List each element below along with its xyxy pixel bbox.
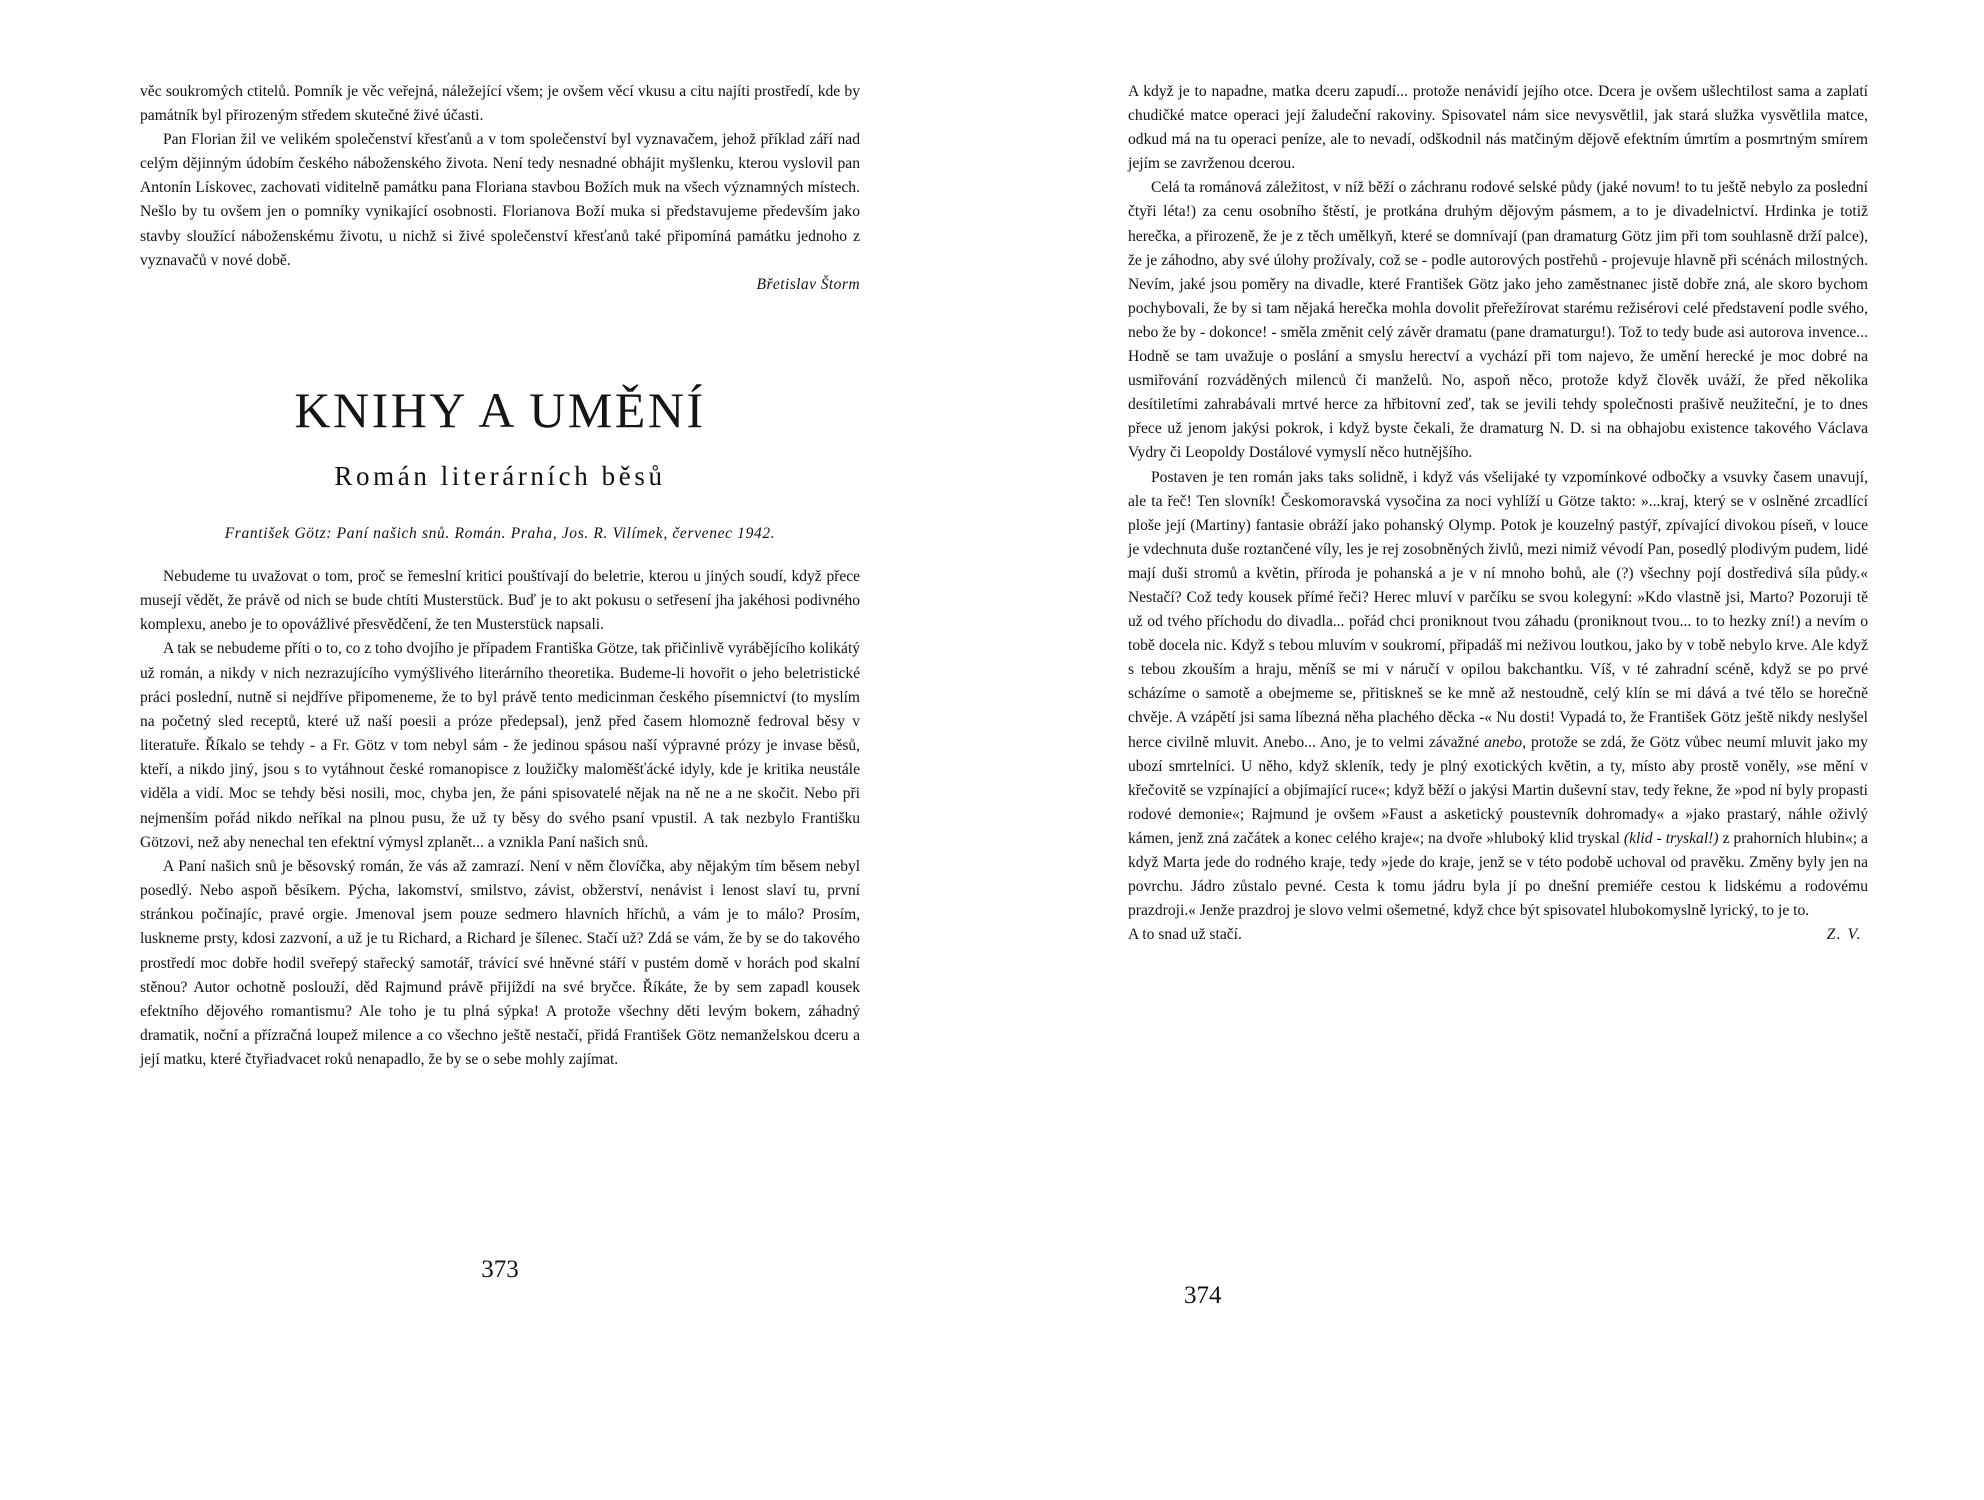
paragraph: A Paní našich snů je běsovský román, že vás až zamrazí. Není v něm človíčka, aby nějakým tím běsem nebyl posedlý. Nebo aspoň běsíkem. Pýcha, lakomství, smilstvo, závist, obžerství, nenávist i lenost slaví tu, první stránkou počínajíc, pravé orgie. Jmenoval jsem pouze sedmero hlavních hříchů, a vám je to málo? Prosím, luskneme prsty, kdosi zazvoní, a už je tu Richard, a Richard je šílenec. Stačí už? Zdá se vám, že by se do takového prostředí moc dobře hodil sveřepý stařecký samotář, trávící své hněvné stáří v pustém domě v horách pod skalní stěnou? Autor ochotně poslouží, děd Rajmund právě přijíždí na své bryčce. Říkáte, že by sem zapadl kousek efektního dějového romantismu? Ale toho je tu plná sýpka! A protože všechny děti levým bokem, záhadný dramatik, noční a přízračná loupež milence a co všechno ještě nestačí, přidá František Götz nemanželskou dceru a její matku, které čtyřiadvacet roků nenapadlo, že by se o sebe mohly zajímat. — [140, 857, 860, 1069]
review-body — [140, 565, 860, 1072]
paragraph: A když je to napadne, matka dceru zapudí... protože nenávidí jejího otce. Dcera je ovšem ušlechtilost sama a zaplatí chudičké matce operaci její žaludeční rakoviny. Spisovatel nám sice nevysvětlil, jak stará služka vysvětlila matce, odkud má na tu operaci peníze, ale to nevadí, odškodnil nás matčiným dějově efektním úmrtím a posmrtným smírem jejím se zavrženou dcerou. — [1128, 83, 1868, 173]
author-signature: Břetislav Štorm — [756, 275, 860, 293]
paragraph — [1128, 466, 1868, 924]
paragraph: Celá ta románová záležitost, v níž běží o záchranu rodové selské půdy (jaké novum! to tu ještě nebylo za poslední čtyři léta!) za cenu osobního štěstí, je protkána druhým dějovým pásmem, a to je divadelnictví. Hrdinka je totiž herečka, a přirozeně, že je z těch umělkyň, které se domnívají (pan dramaturg Götz jim při tom souhlasně drží palce), že je záhodno, aby své úlohy prožívaly, což se - podle autorových postřehů - projevuje hlavně při scénách milostných. Nevím, jaké jsou poměry na divadle, které František Götz jako jeho zaměstnanec jistě dobře zná, ale skoro bychom pochybovali, že by si tam nějaká herečka mohla dovolit přeřežírovat starému režisérovi celé představení podle svého, nebo že by - dokonce! - směla změnit celý závěr dramatu (pane dramaturgu!). Tož to tedy bude asi autorova invence... Hodně se tam uvažuje o poslání a smyslu herectví a vychází při tom najevo, že umění herecké je moc dobré na usmiřování rozváděných milenců či manželů. No, aspoň něco, protože když člověk uváží, že před několika desítiletími zahrabávali mrtvé herce za hřbitovní zeď, tak se jevili tehdy společnosti prašivě neužiteční, je to dnes přece už jenom jakýsi pokrok, i když byste čekali, že dramaturg N. D. si na obhajobu existence takového Václava Vydry či Leopoldy Dostálové vymyslí něco hutnějšího. — [1128, 179, 1868, 462]
paragraph: Nebudeme tu uvažovat o tom, proč se řemeslní kritici pouštívají do beletrie, kterou u jiných soudí, když přece musejí vědět, že právě od nich se bude chtíti Musterstück. Buď je to akt pokusu o setřesení jha jakéhosi podivného komplexu, anebo je to opovážlivé přesvědčení, že ten Musterstück napsali. — [140, 568, 860, 634]
previous-article-end — [140, 80, 860, 297]
paragraph: Pan Florian žil ve velikém společenství křesťanů a v tom společenství byl vyznavačem, jehož příklad září nad celým dějinným údobím českého náboženského života. Není tedy nesnadné obhájit myšlenku, kterou vyslovil pan Antonín Lískovec, zachovati viditelně památku pana Floriana stavbou Božích muk na všech významných místech. Nešlo by tu ovšem jen o pomníky vynikající osobnosti. Florianova Boží muka si představujeme především jako stavby sloužící náboženskému životu, u nichž si živé společenství křesťanů také připomíná památku jednoho z vyznavačů v nové době. — [140, 131, 860, 269]
paragraph: věc soukromých ctitelů. Pomník je věc veřejná, náležející všem; je ovšem věcí vkusu a citu najíti prostředí, kde by památník byl přirozeným středem skutečné živé účasti. — [140, 83, 860, 125]
emphasis: (klid - tryskal!) — [1623, 829, 1719, 847]
review-continuation — [1128, 80, 1868, 947]
section-heading: KNIHY A UMĚNÍ — [294, 382, 706, 438]
page-number: 374 — [1184, 1282, 1222, 1309]
paragraph-text: protože se zdá, že Götz vůbec neumí mluvit jako my ubozí smrtelníci. U něho, když skleník, tedy je plný exotických květin, a ty, místo aby prostě voněly, »se mění v křečovitě se vzpínající a objímající ruce«; když běží o jakýsi Martin duševní stav, tedy řekne, že »pod ní byly propasti rodové demonie«; Rajmund je ovšem »Faust a asketický poustevník dohromady« a »jako prastarý, náhle oživlý kámen, jenž zná začátek a konec celého kraje«; na dvoře »hluboký klid tryskal — [1128, 733, 1868, 847]
paragraph: A tak se nebudeme příti o to, co z toho dvojího je případem Františka Götze, tak přičinlivě vyrábějícího kolikátý už román, a nikdy v nich nezrazujícího vymýšlivého literárního theoretika. Budeme-li hovořit o jeho beletristické práci poslední, nutně si nejdříve připomeneme, že to byl právě tento medicinman českého písemnictví (to myslím na početný sled receptů, které už naší poesii a próze předepsal), jenž před časem hlomozně fedroval běsy v literatuře. Říkalo se tehdy - a Fr. Götz v tom nebyl sám - že jedinou spásou naší výpravné prózy je invase běsů, kteří, a nikdo jiný, jsou s to vytáhnout české romanopisce z loužičky maloměšťácké idyly, kde je kritika neustále viděla a vidí. Moc se tehdy běsi nosili, moc, chyba jen, že páni spisovatelé nějak na ně ne a ne skočit. Nebo při nejmenším pořád nikdo neříkal na plnou pusu, že už ty běsy do svého psaní vpustil. A tak nezbylo Františku Götzovi, než aby nenechal ten efektní výmysl zplanět... a vznikla Paní našich snů. — [140, 640, 860, 851]
closing-text: A to snad už stačí. — [1128, 926, 1242, 944]
reviewer-initials: Z. V. — [1826, 926, 1862, 944]
closing-line — [1128, 923, 1868, 947]
paragraph-text: z prahorních hlubin«; a když Marta jede do rodného kraje, tedy »jede do kraje, jenž se v této podobě uchoval od pravěku. Změny byly jen na povrchu. Jádro zůstalo pevné. Cesta k tomu jádru byla jí po dnešní premiéře cestou k lidskému a rodovému prazdroji.« Jenže prazdroj je slovo velmi ošemetné, když chce být spisovatel hlubokomyslně lyrický, to je to. — [1128, 829, 1868, 920]
paragraph-text: Postaven je ten román jaks taks solidně, i když vás všelijaké ty vzpomínkové odbočky a vsuvky časem unavují, ale ta řeč! Ten slovník! Českomoravská vysočina za noci vyhlíží u Götze takto: »...kraj, který se v oslněné zrcadlící ploše její (Martiny) fantasie obráží jako pohanský Olymp. Potok je kouzelný pastýř, zpívající divokou píseň, v louce je vdechnuta duše roztančené víly, les je rej zosobněných živlů, mezi nimiž vévodí Pan, posedlý plodivým pudem, lidé mají duši stromů a květin, příroda je pohanská a je v ní mnoho bohů, ale (?) všechny pojí dostředivá síla půdy.« Nestačí? Což tedy kousek přímé řeči? Herec mluví v parčíku se svou kolegyní: »Kdo vlastně jsi, Marto? Pozoruji tě už od tvého příchodu do divadla... pořád chci proniknout tvou záhadu (proniknout tvou... to to hezky zní!) a nevím o tobě docela nic. Když s tebou mluvím v soukromí, připadáš mi neživou loutkou, jako by v tobě nebylo krve. Ale když s tebou zkouším a hraju, měníš se mi v náručí v opilou bakchantku. Víš, v té zahradní scéně, když se po prvé scházíme o samotě a obejmeme se, přitiskneš se ke mně až nestoudně, celý klín se mi dává a tvé tělo se horečně chvěje. A vzápětí jsi sama líbezná něha plachého děcka -« Nu dosti! Vypadá to, že František Götz ještě nikdy neslyšel herce civilně mluvit. Anebo... Ano, je to velmi závažné — [1128, 468, 1868, 751]
book-citation: František Götz: Paní našich snů. Román. Praha, Jos. R. Vilímek, červenec 1942. — [224, 525, 776, 542]
emphasis: anebo, — [1484, 733, 1527, 751]
page-number: 373 — [481, 1256, 519, 1283]
article-title: Román literárních běsů — [334, 461, 666, 491]
